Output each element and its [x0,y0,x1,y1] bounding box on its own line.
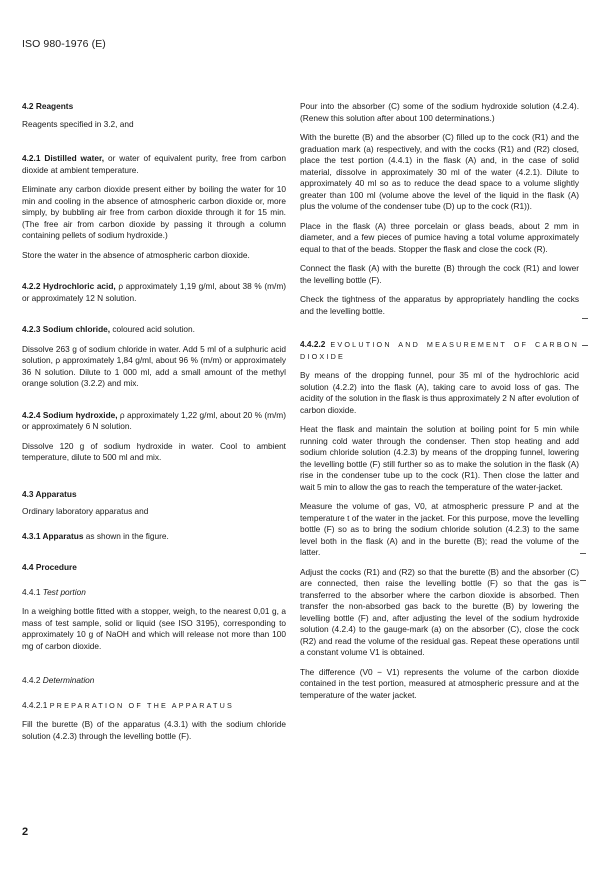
para-absorber: Pour into the absorber (C) some of the sodium hydroxide solution (4.2.4). (Renew this solution after about 100 determinations.) [300,101,579,123]
margin-mark [580,553,586,554]
para-beads: Place in the flask (A) three porcelain or glass beads, about 2 mm in diameter, and a few pieces of pumice having a total volume approximately equal to that of the beads. Stopper the flask and close the cock (R). [300,220,579,254]
section-4-3-1 [22,531,286,543]
section-4-2-4 [22,410,286,433]
section-4-4-2-1-text: Fill the burette (B) of the apparatus (4.3.1) with the sodium chloride solution (4.2.3) through the levelling bottle (F). [22,719,286,741]
para-measure-volume: Measure the volume of gas, V0, at atmospheric pressure P and at the temperature t of the water in the jacket. For this purpose, move the levelling bottle (F) so as to bring the sodium chloride solution (4.2.3) to the same level both in the flask (A) and in the burette (B); read the volume of the latter. [300,501,579,557]
section-4-4-2-1-title: PREPARATION OF THE APPARATUS [49,700,235,710]
section-4-4-2-1-number: 4.4.2.1 [22,699,50,710]
section-4-2-3-p2: Dissolve 263 g of sodium chloride in water. Add 5 ml of a sulphuric acid solution, ρ approximately 1,84 g/ml, about 96 % (m/m) or approximately 36 N solution. Dilute to 1 000 ml, add a small amount of the methyl orange solution (3.2.2) and mix. [22,343,286,388]
section-4-2-2 [22,281,286,304]
section-4-4-2-number: 4.4.2 [22,675,43,685]
para-difference: The difference (V0 − V1) represents the volume of the carbon dioxide contained in the test portion, measured at atmospheric pressure and at the temperature of the water jacket. [300,666,579,700]
margin-mark [582,318,588,319]
section-4-4-2 [22,675,286,687]
para-dropping-funnel: By means of the dropping funnel, pour 35 ml of the hydrochloric acid solution (4.2.2) into the flask (A), taking care to avoid loss of gas. The acidity of the solution in the flask is thus approximately 2 N after evolution of carbon dioxide. [300,370,579,415]
section-4-2-3 [22,324,286,336]
section-4-4-1 [22,587,286,599]
section-4-2-1-p3: Store the water in the absence of atmospheric carbon dioxide. [22,249,250,260]
section-4-4-2-1 [22,700,286,712]
section-4-3-1-title: 4.3.1 Apparatus [22,530,84,541]
section-4-2-3-text: coloured acid solution. [110,324,195,334]
margin-mark [582,345,588,346]
section-4-4-2-2-number: 4.4.2.2 [300,339,331,349]
section-4-3-title: 4.3 Apparatus [22,488,77,499]
section-4-2-1-text: or water of equivalent purity, free from carbon dioxide at ambient temperature. [22,153,287,175]
section-4-4-2-title: Determination [42,675,95,685]
section-4-2-3-title: 4.2.3 Sodium chloride, [22,324,111,334]
section-4-2-text: Reagents specified in 3.2, and [22,118,134,129]
section-4-4-2-2-title: EVOLUTION AND MEASUREMENT OF CARBON DIOXIDE [300,340,579,361]
para-tightness: Check the tightness of the apparatus by appropriately handling the cocks and the levelling bottle. [300,294,579,316]
section-4-2-1 [22,153,286,176]
section-4-4-1-number: 4.4.1 [22,586,43,597]
section-4-2-4-text: ρ approximately 1,22 g/ml, about 20 % (m/m) or approximately 6 N solution. [22,409,286,431]
section-4-4-1-title: Test portion [42,586,86,597]
section-4-3-text: Ordinary laboratory apparatus and [22,506,149,516]
para-burette-filled: With the burette (B) and the absorber (C) filled up to the cock (R1) and the graduation mark (a) respectively, and with the cocks (R1) and (R2) closed, place the test portion (4.4.1) in the flask (A) and, in the case of solid material, dissolve in approximately 30 ml of the water (4.2.1). Dilute to approximately 40 ml so as to reduce the dead space to a volume slightly greater than 100 ml (volume above the level of the liquid in the flask (A) plus the volume of the condenser tube (D) up to the cock (R1)). [300,132,579,211]
para-heat-flask: Heat the flask and maintain the solution at boiling point for 5 min while running cold water through the condenser. Then stop heating and add sodium chloride solution (4.2.3) by means of the dropping funnel, lowering the levelling bottle (F) still further so as to make the solution in the flask (A) rise in the condenser tube up to the cock (R1). Then close the latter and wait 5 min to allow the gas to reach the temperature of the water-jacket. [300,424,579,492]
section-4-4-2-2 [300,339,579,362]
page-number: 2 [22,826,29,838]
document-header: ISO 980-1976 (E) [22,38,106,50]
section-4-2-4-p2: Dissolve 120 g of sodium hydroxide in water. Cool to ambient temperature, dilute to 500 ml and mix. [22,440,286,462]
para-connect: Connect the flask (A) with the burette (B) through the cock (R1) and lower the levelling bottle (F). [300,263,579,285]
section-4-2-title: 4.2 Reagents [22,101,74,111]
section-4-2-1-p2: Eliminate any carbon dioxide present either by boiling the water for 10 min and cooling in the absence of atmospheric carbon dioxide or, more simply, by bubbling air free from carbon dioxide through it for 15 min. (The free air from carbon dioxide by passing it through a column containing pellets of sodium hydroxide.) [22,184,286,240]
section-4-4-1-text: In a weighing bottle fitted with a stopper, weigh, to the nearest 0,01 g, a mass of test sample, solid or liquid (see ISO 3195), corresponding to approximately 10 g of NaOH and which will release not more than 100 mg of carbon dioxide. [22,606,286,651]
section-4-4-title: 4.4 Procedure [22,562,77,572]
left-column [22,101,286,742]
section-4-3-1-text: as shown in the figure. [83,530,169,541]
section-4-2-2-title: 4.2.2 Hydrochloric acid, [22,281,116,291]
margin-mark [580,580,586,581]
section-4-2-4-title: 4.2.4 Sodium hydroxide, [22,409,118,420]
section-4-2-1-title: 4.2.1 Distilled water, [22,153,105,163]
section-4-2-2-text: ρ approximately 1,19 g/ml, about 38 % (m/m) or approximately 12 N solution. [22,281,286,303]
para-adjust-cocks: Adjust the cocks (R1) and (R2) so that the burette (B) and the absorber (C) are connected, then raise the levelling bottle (F) so that the gas is transferred to the absorber where the carbon dioxide is absorbed. Then transfer the non-absorbed gas back to the burette (B) by lowering the levelling bottle (F) and, after adjusting the level of the sodium hydroxide solution (4.2.4) to the gauge-mark (a) on the absorber (C), close the cock (R2) and read the volume of the residual gas. Repeat these operations until a constant volume V1 is obtained. [300,566,579,657]
right-column [300,101,579,701]
